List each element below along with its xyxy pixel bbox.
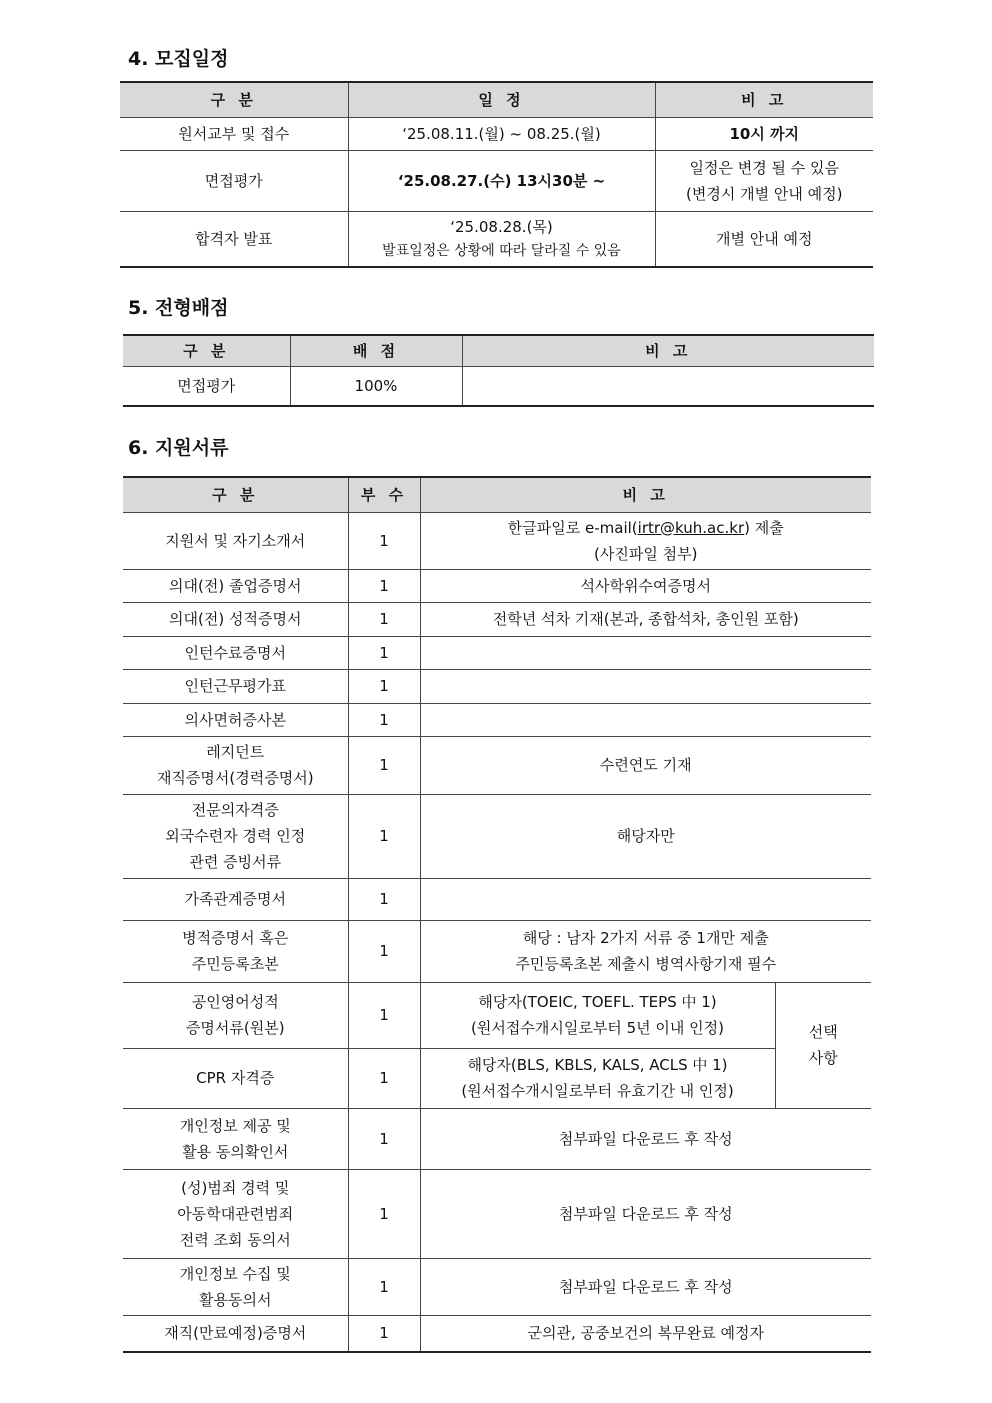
- table-row: 면접평가 100%: [123, 366, 874, 406]
- table-row: 인턴근무평가표 1: [123, 669, 871, 703]
- header-schedule: 일 정: [348, 82, 655, 117]
- section-6-title: 6. 지원서류: [128, 437, 229, 459]
- table-row: 합격자 발표 ‘25.08.28.(목) 발표일정은 상황에 따라 달라질 수 있음 개별 안내 예정: [120, 211, 873, 267]
- table-row: 면접평가 ‘25.08.27.(수) 13시30분 ~ 일정은 변경 될 수 있음 (변경시 개별 안내 예정): [120, 150, 873, 211]
- header-score: 배 점: [290, 335, 462, 366]
- documents-table: [123, 476, 871, 1353]
- table-row: 레지던트 재직증명서(경력증명서) 1 수련연도 기재: [123, 736, 871, 794]
- table-row: 의사면허증사본 1: [123, 703, 871, 736]
- table-row: 원서교부 및 접수 ‘25.08.11.(월) ~ 08.25.(월) 10시 까지: [120, 117, 873, 150]
- header-note: 비 고: [655, 82, 873, 117]
- table-row: 개인정보 제공 및 활용 동의확인서 1 첨부파일 다운로드 후 작성: [123, 1108, 871, 1169]
- header-category: 구 분: [123, 335, 290, 366]
- table-row: 인턴수료증명서 1: [123, 636, 871, 669]
- table-row: 개인정보 수집 및 활용동의서 1 첨부파일 다운로드 후 작성: [123, 1258, 871, 1315]
- table-row: 의대(전) 졸업증명서 1 석사학위수여증명서: [123, 569, 871, 602]
- table-row: (성)범죄 경력 및 아동학대관련범죄 전력 조회 동의서 1 첨부파일 다운로드 후 작성: [123, 1169, 871, 1258]
- email-link[interactable]: irtr@kuh.ac.kr: [637, 518, 745, 537]
- table-row: 의대(전) 성적증명서 1 전학년 석차 기재(본과, 종합석차, 총인원 포함): [123, 602, 871, 636]
- schedule-table: [120, 81, 873, 268]
- table-row: CPR 자격증 1 해당자(BLS, KBLS, KALS, ACLS 中 1) (원서접수개시일로부터 유효기간 내 인정): [123, 1048, 871, 1108]
- table-row: 가족관계증명서 1: [123, 878, 871, 920]
- section-4-title: 4. 모집일정: [128, 48, 229, 70]
- header-copies: 부 수: [348, 477, 420, 512]
- header-category: 구 분: [120, 82, 348, 117]
- section-5-title: 5. 전형배점: [128, 297, 229, 319]
- table-row: 공인영어성적 증명서류(원본) 1 해당자(TOEIC, TOEFL. TEPS 中 1) (원서접수개시일로부터 5년 이내 인정) 선택 사항: [123, 982, 871, 1048]
- header-note: 비 고: [462, 335, 874, 366]
- header-category: 구 분: [123, 477, 348, 512]
- table-row: 병적증명서 혹은 주민등록초본 1 해당 : 남자 2가지 서류 중 1개만 제출 주민등록초본 제출시 병역사항기재 필수: [123, 920, 871, 982]
- table-row: 지원서 및 자기소개서 1 한글파일로 e-mail(irtr@kuh.ac.kr) 제출 (사진파일 첨부): [123, 512, 871, 569]
- optional-label: 선택 사항: [775, 982, 871, 1108]
- table-row: 전문의자격증 외국수련자 경력 인정 관련 증빙서류 1 해당자만: [123, 794, 871, 878]
- header-note: 비 고: [420, 477, 871, 512]
- table-row: 재직(만료예정)증명서 1 군의관, 공중보건의 복무완료 예정자: [123, 1315, 871, 1352]
- score-table: [123, 334, 874, 407]
